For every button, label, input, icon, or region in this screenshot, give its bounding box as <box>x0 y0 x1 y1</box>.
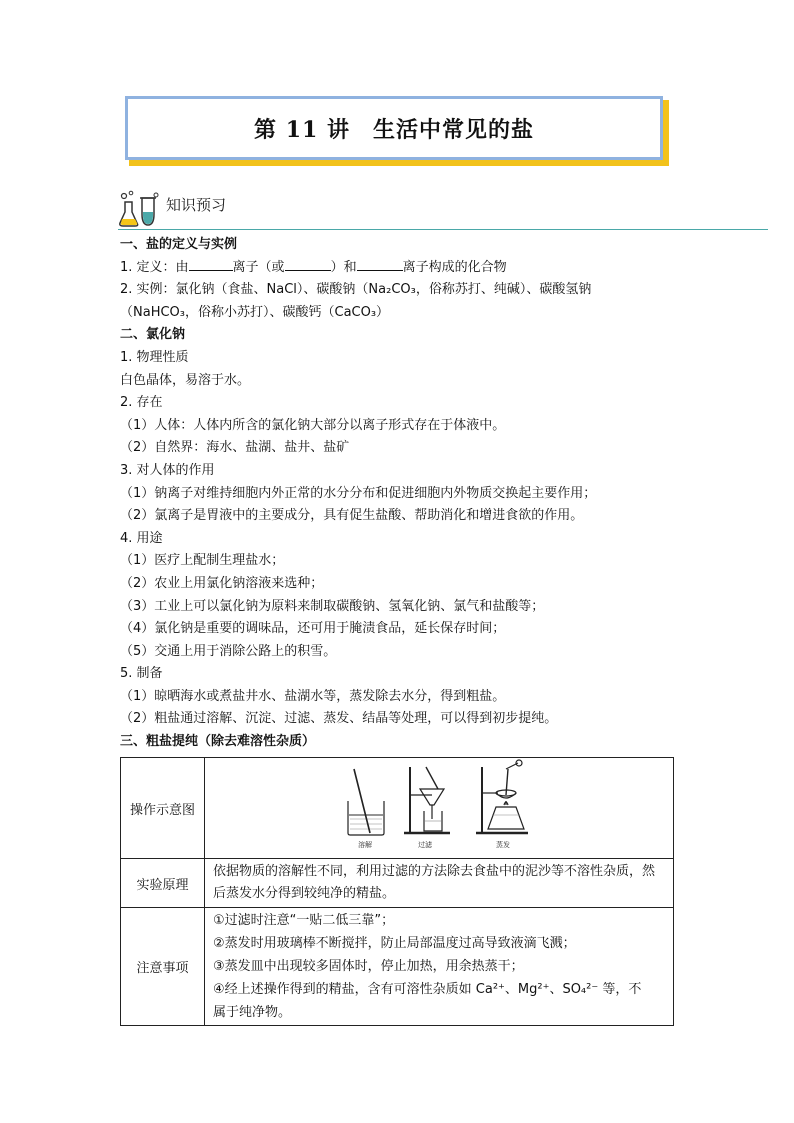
part1-heading: 一、盐的定义与实例 <box>120 237 238 252</box>
note-line: ④经上述操作得到的精盐，含有可溶性杂质如 Ca²⁺、Mg²⁺、SO₄²⁻ 等，不 <box>213 982 642 997</box>
part2-line: （3）工业上可以氯化钠为原料来制取碳酸钠、氢氧化钠、氯气和盐酸等； <box>120 598 545 614</box>
part2-line: （5）交通上用于消除公路上的积雪。 <box>120 643 337 659</box>
example-line-2: （NaHCO₃，俗称小苏打）、碳酸钙（CaCO₃） <box>120 304 390 320</box>
evaporate-apparatus <box>476 760 528 833</box>
part2-line: 1. 物理性质 <box>120 349 189 365</box>
part2-heading: 二、氯化钠 <box>120 327 186 343</box>
part2-line: 3. 对人体的作用 <box>120 462 215 478</box>
page-title: 第 11 讲 生活中常见的盐 <box>125 96 663 160</box>
table-row <box>121 859 674 908</box>
diagram-label: 蒸发 <box>496 841 510 849</box>
flask-icon <box>118 190 162 228</box>
part2-line: （2）自然界：海水、盐湖、盐井、盐矿 <box>120 440 350 456</box>
part2-line: （2）粗盐通过溶解、沉淀、过滤、蒸发、结晶等处理，可以得到初步提纯。 <box>120 711 558 727</box>
row-label: 注意事项 <box>121 908 205 1026</box>
apparatus-diagram <box>206 759 672 853</box>
note-line: ③蒸发皿中出现较多固体时，停止加热，用余热蒸干； <box>213 959 524 974</box>
purification-table <box>120 757 674 1026</box>
diagram-label: 过滤 <box>418 841 432 849</box>
part3-heading: 三、粗盐提纯（除去难溶性杂质） <box>120 734 316 750</box>
part2-line: （1）医疗上配制生理盐水； <box>120 553 285 569</box>
note-line: 属于纯净物。 <box>213 1005 292 1020</box>
part2-line: （1）钠离子对维持细胞内外正常的水分分布和促进细胞内外物质交换起主要作用； <box>120 485 597 501</box>
def-mid2: ）和 <box>330 259 357 275</box>
def-end: 离子构成的化合物 <box>402 259 507 275</box>
part2-line: 白色晶体，易溶于水。 <box>120 372 251 388</box>
blank-1 <box>189 258 233 271</box>
definition-line <box>120 257 680 280</box>
note-line: ②蒸发时用玻璃棒不断搅拌，防止局部温度过高导致液滴飞溅； <box>213 936 576 951</box>
dissolve-apparatus <box>348 769 384 835</box>
part2-line: （2）氯离子是胃液中的主要成分，具有促生盐酸、帮助消化和增进食欲的作用。 <box>120 508 584 524</box>
part2-line: （4）氯化钠是重要的调味品，还可用于腌渍食品，延长保存时间； <box>120 621 506 637</box>
section-label: 知识预习 <box>166 196 227 214</box>
blank-3 <box>357 258 403 271</box>
diagram-label: 溶解 <box>358 841 372 849</box>
content-body <box>120 234 680 754</box>
def-mid1: 离子（或 <box>232 259 285 275</box>
row-label: 操作示意图 <box>121 758 205 859</box>
part2-line: （1）晾晒海水或煮盐井水、盐湖水等，蒸发除去水分，得到粗盐。 <box>120 688 506 704</box>
table-row <box>121 758 674 859</box>
table-row <box>121 908 674 1026</box>
example-line-1: 2. 实例：氯化钠（食盐、NaCl）、碳酸钠（Na₂CO₃，俗称苏打、纯碱）、碳酸氢钠 <box>120 282 592 298</box>
part2-line: 5. 制备 <box>120 666 163 682</box>
part2-line: 4. 用途 <box>120 530 163 546</box>
blank-2 <box>285 258 331 271</box>
principle-text: 依据物质的溶解性不同，利用过滤的方法除去食盐中的泥沙等不溶性杂质，然后蒸发水分得到较纯净的精盐。 <box>205 859 674 908</box>
note-line: ①过滤时注意“一贴二低三靠”； <box>213 913 395 928</box>
section-header <box>118 188 768 232</box>
part2-line: 2. 存在 <box>120 395 163 411</box>
row-label: 实验原理 <box>121 859 205 908</box>
section-divider <box>118 229 768 230</box>
notes-cell <box>205 908 674 1026</box>
part2-line: （2）农业上用氯化钠溶液来选种； <box>120 575 324 591</box>
part2-line: （1）人体：人体内所含的氯化钠大部分以离子形式存在于体液中。 <box>120 417 506 433</box>
diagram-cell <box>205 758 674 859</box>
filter-apparatus <box>404 767 450 833</box>
def-prefix: 1. 定义：由 <box>120 259 189 275</box>
title-banner <box>125 96 667 164</box>
